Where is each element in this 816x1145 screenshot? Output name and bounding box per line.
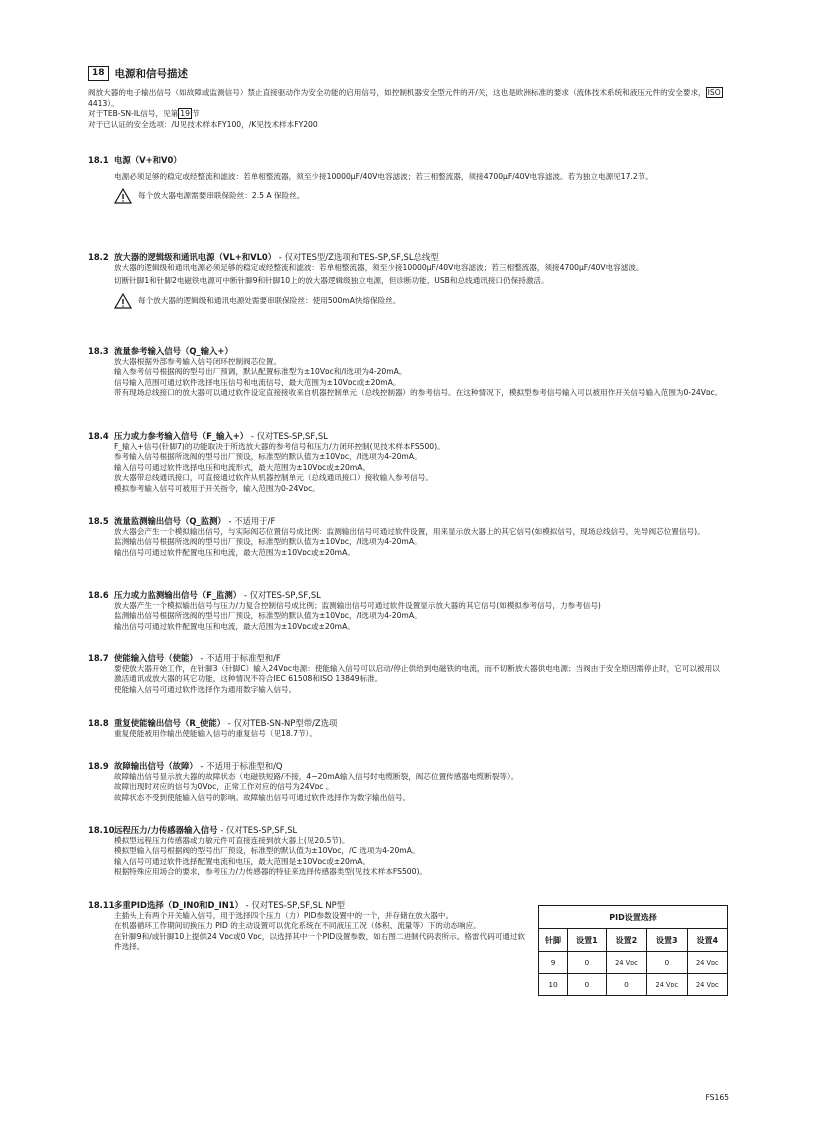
table-cell: 9 — [539, 952, 568, 974]
section-head: 18.5 流量监测输出信号（Q_监测） - 不适用于/F — [88, 516, 276, 526]
section-18-4 — [88, 431, 738, 494]
pid-selection-table — [538, 905, 728, 996]
table-row — [539, 974, 728, 996]
section-body: 要使放大器开始工作，在针脚3（针脚C）输入24Vᴅᴄ电源：使能输入信号可以启动/停止供给到电磁铁的电流，而不切断放大器供电电源；当阀由于安全原因需停止时，它可以被用以激活通讯或放大器的其它功能，这种情况不符合IEC 61508和ISO 13849标准。 使能输入信号可通过软件选择作为通用数字输入信号。 — [114, 664, 720, 694]
section-body: 模拟型远程压力传感器或力敏元件可直接连接到放大器上(见20.5节)。 模拟型输入信号根据阀的型号出厂预设，标准型的默认值为±10Vᴅᴄ，/C 选项为4-20mA。 输入信号可通过软件选择配置电流和电压，最大范围是±10Vᴅᴄ或±20mA。 根据特殊应用场合的要求，参考压力/力传感器的特征来选择传感器类型(见技术样本FS500)。 — [114, 836, 427, 877]
table-cell: 24 Vᴅᴄ — [687, 952, 727, 974]
section-heading — [88, 66, 188, 81]
section-head: 18.2 放大器的逻辑级和通讯电源（VL+和VL0） - 仅对TES型/Z选项和TES-SP,SF,SL总线型 — [88, 252, 439, 262]
section-head: 18.1 电源（V+和V0） — [88, 155, 182, 165]
table-cell: 0 — [647, 952, 687, 974]
section-18-10 — [88, 825, 738, 878]
section-title: 电源和信号描述 — [114, 68, 189, 80]
section-body: F_输入+信号(针脚7)的功能取决于所选放大器的参考信号和压力/力闭环控制(见技术样本FS500)。 参考输入信号根据所选阀的型号出厂预设，标准型的默认值为±10Vᴅᴄ，/I选项为4-20mA。 输入信号可通过软件选择电压和电流形式，最大范围为±10Vᴅᴄ或±20mA。 放大器带总线通讯接口，可直接通过软件从机器控制单元（总线通讯接口）接收输入参考信号。 模拟参考输入信号可被用于开关指令，输入范围为0-24Vᴅᴄ。 — [114, 442, 445, 493]
intro-line-1: 阀放大器的电子输出信号（如故障或监测信号）禁止直接驱动作为安全功能的启用信号，如控制机器安全型元件的开/关，这也是欧洲标准的要求（流体技术系统和液压元件的安全要求， ISO 4413）。 — [88, 88, 721, 108]
table-title: PID设置选择 — [539, 906, 728, 929]
table-cell: 10 — [539, 974, 568, 996]
table-cell: 0 — [568, 974, 607, 996]
page-code: FS165 — [705, 1093, 729, 1102]
section-18-6 — [88, 590, 738, 632]
section-18-1 — [88, 155, 738, 204]
section-body: 电源必须足够的稳定或经整流和滤波：若单相整流器，须至少接10000μF/40V电容滤波；若三相整流器，须接4700μF/40V电容滤波。若为独立电源见17.2节。 每个放大器电源需要串联保险丝：2.5 A 保险丝。 — [114, 172, 724, 204]
section-head: 18.11多重PID选择（D_IN0和D_IN1） - 仅对TES-SP,SF,SL NP型 — [88, 900, 346, 910]
section-ref-19: 19 — [180, 109, 190, 119]
warning-icon — [114, 188, 132, 204]
section-head: 18.4 压力或力参考输入信号（F_输入+） - 仅对TES-SP,SF,SL — [88, 431, 328, 441]
section-head: 18.9 故障输出信号（故障） - 不适用于标准型和/Q — [88, 761, 283, 771]
warning-note: 每个放大器的逻辑级和通讯电源处需要串联保险丝：使用500mA快熔保险丝。 — [114, 293, 724, 309]
section-18-11 — [88, 900, 538, 953]
intro-paragraph — [88, 88, 728, 130]
section-head: 18.6 压力或力监测输出信号（F_监测） - 仅对TES-SP,SF,SL — [88, 590, 321, 600]
section-body: 主插头上有两个开关输入信号，用于选择四个压力（力）PID参数设置中的一个，并存储在放大器中。 在机器循环工作期间切换压力 PID 的主动设置可以优化系统在不同液压工况（体积、流量等）下的动态响应。 在针脚9和/或针脚10上提供24 Vᴅᴄ或0 Vᴅᴄ，以选择其中一个PID设置参数，如右图二进制代码表所示。格雷代码可通过软件选择。 — [114, 911, 526, 952]
section-body: 故障输出信号显示放大器的故障状态（电磁铁短路/不接，4~20mA输入信号时电缆断裂，阀芯位置传感器电缆断裂等）。 故障出现时对应的信号为0Vᴅᴄ，正常工作对应的信号为24Vᴅᴄ 。 故障状态不受到使能输入信号的影响。故障输出信号可通过软件选择作为数字输出信号。 — [114, 772, 519, 802]
section-body: 放大器会产生一个模拟输出信号，与实际阀芯位置信号成比例：监测输出信号可通过软件设置，用来显示放大器上的其它信号(如模拟信号，现场总线信号，先导阀芯位置信号)。 监测输出信号根据所选阀的型号出厂预设，标准型的默认值为±10Vᴅᴄ，/I选项为4-20mA。 输出信号可通过软件配置电压和电流，最大范围为±10Vᴅᴄ或±20mA。 — [114, 527, 705, 557]
section-body: 放大器产生一个模拟输出信号与压力/力复合控制信号成比例；监测输出信号可通过软件设置显示放大器的其它信号(如模拟参考信号，力参考信号) 监测输出信号根据所选阀的型号出厂预设，标准型的默认值为±10Vᴅᴄ，/I选项为4-20mA。 输出信号可通过软件配置电压和电流，最大范围为±10Vᴅᴄ或±20mA。 — [114, 601, 601, 631]
table-cell: 24 Vᴅᴄ — [687, 974, 727, 996]
table-cell: 24 Vᴅᴄ — [606, 952, 646, 974]
iso-label: ISO — [707, 88, 721, 97]
section-body: 重复使能被用作输出使能输入信号的重复信号（见18.7节）。 — [114, 729, 317, 738]
section-body: 放大器根据外部参考输入信号闭环控制阀芯位置。 输入参考信号根据阀的型号出厂预调，默认配置标准型为±10Vᴅᴄ和/I选项为4-20mA。 信号输入范围可通过软件选择电压信号和电流信号，最大范围为±10Vᴅᴄ或±20mA。 带有现场总线接口的放大器可以通过软件设定直接接收来自机器控制单元（总线控制器）的参考信号。在这种情况下，模拟型参考信号输入可以被用作开关信号输入范围为0-24Vᴅᴄ。 — [114, 357, 723, 398]
section-18-3 — [88, 346, 738, 399]
table-header: 设置1 — [568, 929, 607, 952]
table-cell: 0 — [606, 974, 646, 996]
table-cell: 0 — [568, 952, 607, 974]
warning-note: 每个放大器电源需要串联保险丝：2.5 A 保险丝。 — [114, 188, 724, 204]
table-header: 设置2 — [606, 929, 646, 952]
section-18-7 — [88, 653, 738, 695]
section-number-box: 18 — [88, 66, 109, 81]
section-head: 18.8 重复使能输出信号（R_使能） - 仅对TEB-SN-NP型带/Z选项 — [88, 718, 338, 728]
section-body: 放大器的逻辑级和通讯电源必须足够的稳定或经整流和滤波：若单相整流器，须至少接10000μF/40V电容滤波；若三相整流器，须接4700μF/40V电容滤波。 切断针脚1和针脚2电磁铁电源可中断针脚9和针脚10上的放大器逻辑级独立电源，但诊断功能、USB和总线通讯接口仍保持激活。 每个放大器的逻辑级和通讯电源处需要串联保险丝：使用500mA快熔保险丝。 — [114, 263, 724, 309]
warning-icon — [114, 293, 132, 309]
section-18-8 — [88, 718, 738, 739]
table-row — [539, 952, 728, 974]
intro-line-2: 对于TEB-SN-IL信号，见第 19 节 — [88, 109, 200, 119]
intro-line-3: 对于已认证的安全选项：/U见技术样本FY100，/K见技术样本FY200 — [88, 119, 318, 129]
table-header: 设置4 — [687, 929, 727, 952]
table-header: 设置3 — [647, 929, 687, 952]
table-cell: 24 Vᴅᴄ — [647, 974, 687, 996]
section-18-2 — [88, 252, 738, 309]
section-18-9 — [88, 761, 738, 803]
section-18-5 — [88, 516, 738, 558]
table-header: 针脚 — [539, 929, 568, 952]
section-head: 18.3 流量参考输入信号（Q_输入+） — [88, 346, 233, 356]
section-head: 18.10远程压力/力传感器输入信号 - 仅对TES-SP,SF,SL — [88, 825, 298, 835]
section-head: 18.7 使能输入信号（使能） - 不适用于标准型和/F — [88, 653, 281, 663]
